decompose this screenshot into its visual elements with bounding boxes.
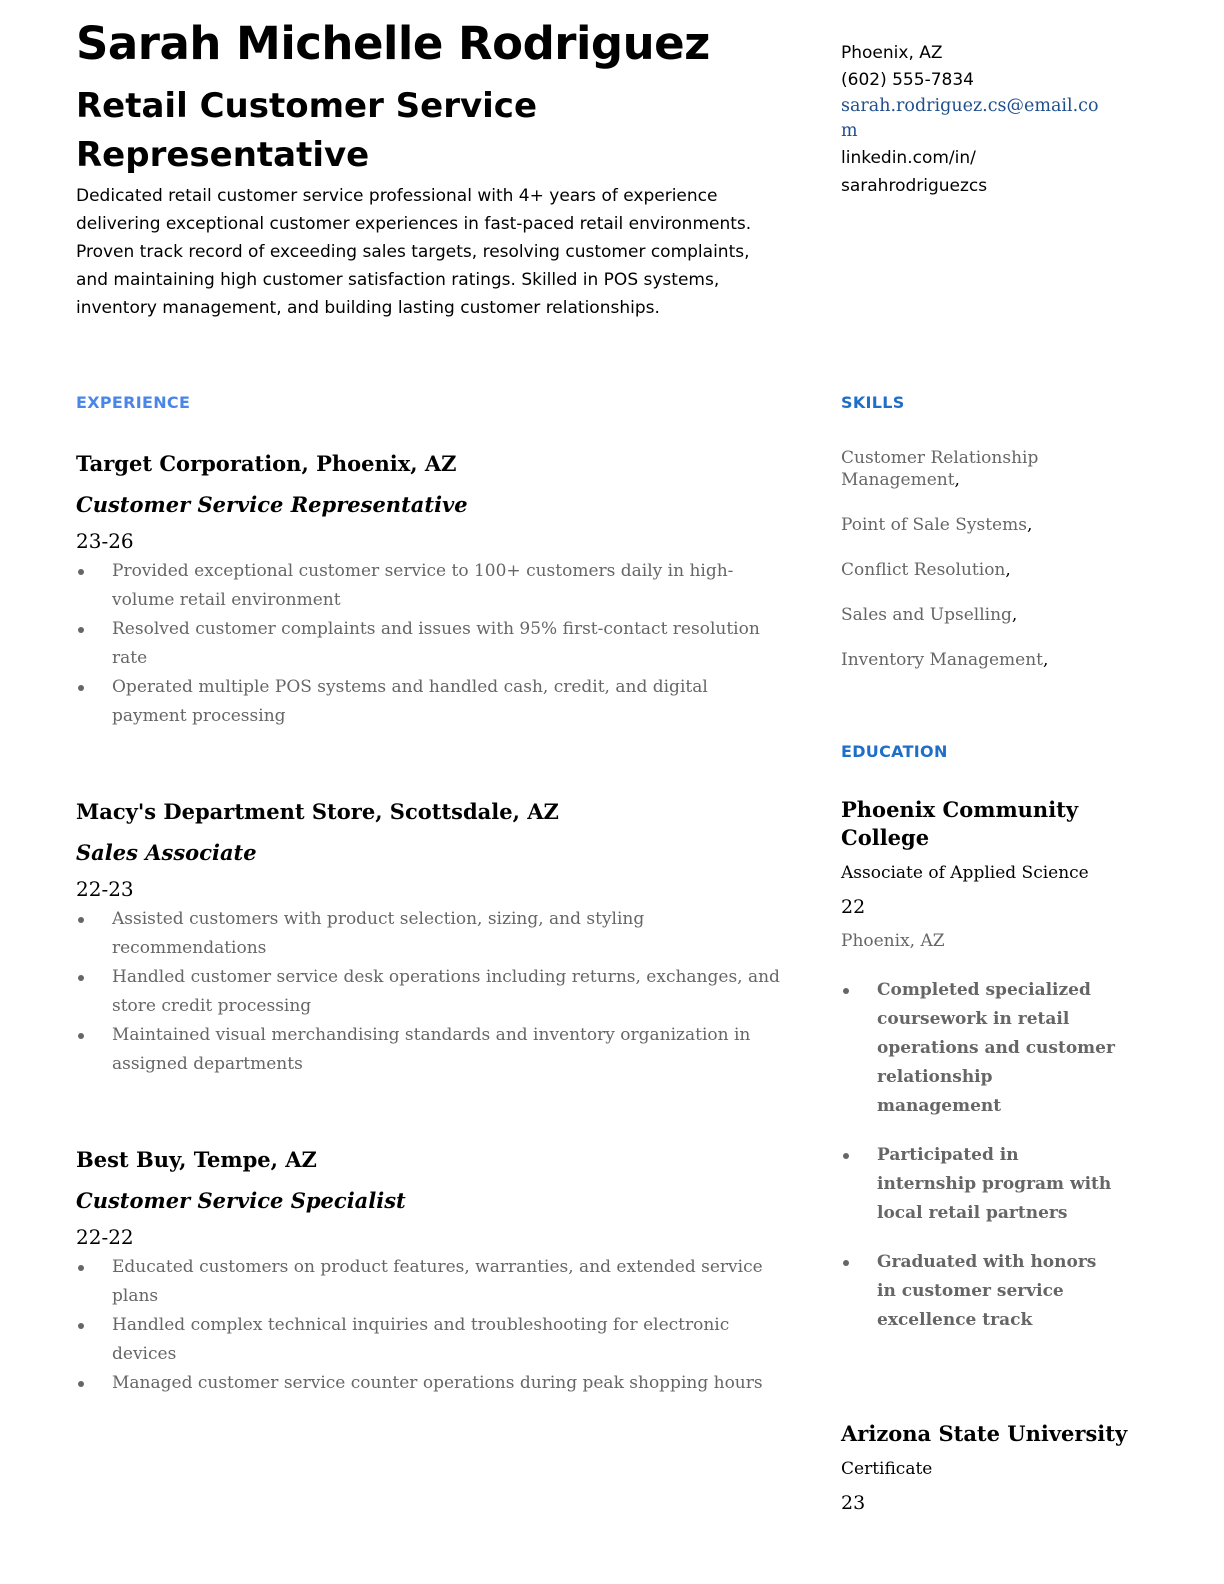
education-degree: Associate of Applied Science: [841, 863, 1089, 883]
education-school: Arizona State University: [841, 1421, 1128, 1446]
experience-heading: EXPERIENCE: [76, 393, 191, 412]
experience-role: Customer Service Specialist: [76, 1188, 406, 1213]
experience-bullet: Handled customer service desk operations including returns, exchanges, and store credit processing: [76, 963, 786, 1021]
experience-bullet: Operated multiple POS systems and handled cash, credit, and digital payment processing: [76, 673, 786, 731]
experience-bullet: Provided exceptional customer service to 100+ customers daily in high-volume retail environment: [76, 557, 786, 615]
professional-summary: Dedicated retail customer service professional with 4+ years of experience delivering exceptional customer experiences in fast-paced retail environments. Proven track record of exceeding sales targets, resolving customer complaints, and maintaining high customer satisfaction ratings. Skilled in POS systems, inventory management, and building lasting customer relationships.: [76, 186, 752, 318]
candidate-name: Sarah Michelle Rodriguez: [76, 17, 710, 70]
skill-label: Conflict Resolution: [841, 560, 1006, 580]
education-school: Phoenix Community College: [841, 797, 1079, 850]
skill-separator: ,: [954, 470, 960, 490]
experience-entry: [76, 1146, 786, 1398]
experience-bullet-list: [76, 557, 786, 731]
experience-bullet: Resolved customer complaints and issues with 95% first-contact resolution rate: [76, 615, 786, 673]
skill-item: [841, 604, 1116, 626]
education-bullet: Graduated with honors in customer service excellence track: [841, 1248, 1116, 1335]
experience-company: Macy's Department Store, Scottsdale, AZ: [76, 799, 559, 824]
education-degree: Certificate: [841, 1459, 933, 1479]
education-year: 23: [841, 1492, 866, 1514]
skill-separator: ,: [1005, 560, 1011, 580]
education-heading: EDUCATION: [841, 742, 948, 761]
education-bullet-list: [841, 976, 1116, 1335]
experience-bullet: Educated customers on product features, warranties, and extended service plans: [76, 1253, 786, 1311]
experience-company: Best Buy, Tempe, AZ: [76, 1147, 317, 1172]
job-title: Retail Customer Service Representative: [76, 86, 538, 175]
skill-item: [841, 514, 1116, 536]
education-location: Phoenix, AZ: [841, 931, 945, 951]
skill-label: Customer Relationship Management: [841, 448, 1039, 490]
experience-bullet: Assisted customers with product selection, sizing, and styling recommendations: [76, 905, 786, 963]
contact-linkedin-line1[interactable]: linkedin.com/in/: [841, 148, 976, 168]
contact-location: Phoenix, AZ: [841, 43, 943, 63]
experience-dates: 22-23: [76, 877, 134, 901]
education-entry: [841, 796, 1116, 1355]
experience-dates: 23-26: [76, 529, 134, 553]
experience-role: Customer Service Representative: [76, 492, 468, 517]
experience-entry: [76, 450, 786, 731]
skill-item: [841, 649, 1116, 671]
contact-phone: (602) 555-7834: [841, 70, 974, 90]
education-year: 22: [841, 896, 866, 918]
skill-label: Inventory Management: [841, 650, 1044, 670]
skill-item: [841, 559, 1116, 581]
experience-bullet: Handled complex technical inquiries and troubleshooting for electronic devices: [76, 1311, 786, 1369]
skill-separator: ,: [1011, 605, 1018, 625]
experience-bullet-list: [76, 905, 786, 1079]
skill-separator: ,: [1043, 650, 1049, 670]
contact-email-link[interactable]: sarah.rodriguez.cs@email.com: [841, 96, 1099, 141]
skill-item: [841, 447, 1116, 491]
skill-label: Sales and Upselling: [841, 605, 1012, 625]
experience-company: Target Corporation, Phoenix, AZ: [76, 451, 457, 476]
skill-separator: ,: [1026, 515, 1033, 535]
experience-bullet: Maintained visual merchandising standards and inventory organization in assigned departments: [76, 1021, 786, 1079]
education-entry: [841, 1420, 1128, 1524]
education-bullet: Participated in internship program with local retail partners: [841, 1141, 1116, 1228]
education-bullet: Completed specialized coursework in retail operations and customer relationship management: [841, 976, 1116, 1121]
experience-bullet-list: [76, 1253, 786, 1398]
experience-entry: [76, 798, 786, 1079]
experience-role: Sales Associate: [76, 840, 257, 865]
skill-label: Point of Sale Systems: [841, 515, 1027, 535]
contact-info: [841, 40, 1106, 200]
skills-heading: SKILLS: [841, 393, 905, 412]
experience-bullet: Managed customer service counter operations during peak shopping hours: [76, 1369, 786, 1398]
contact-linkedin-line2[interactable]: sarahrodriguezcs: [841, 176, 988, 196]
experience-dates: 22-22: [76, 1225, 134, 1249]
skills-list: [841, 447, 1116, 694]
